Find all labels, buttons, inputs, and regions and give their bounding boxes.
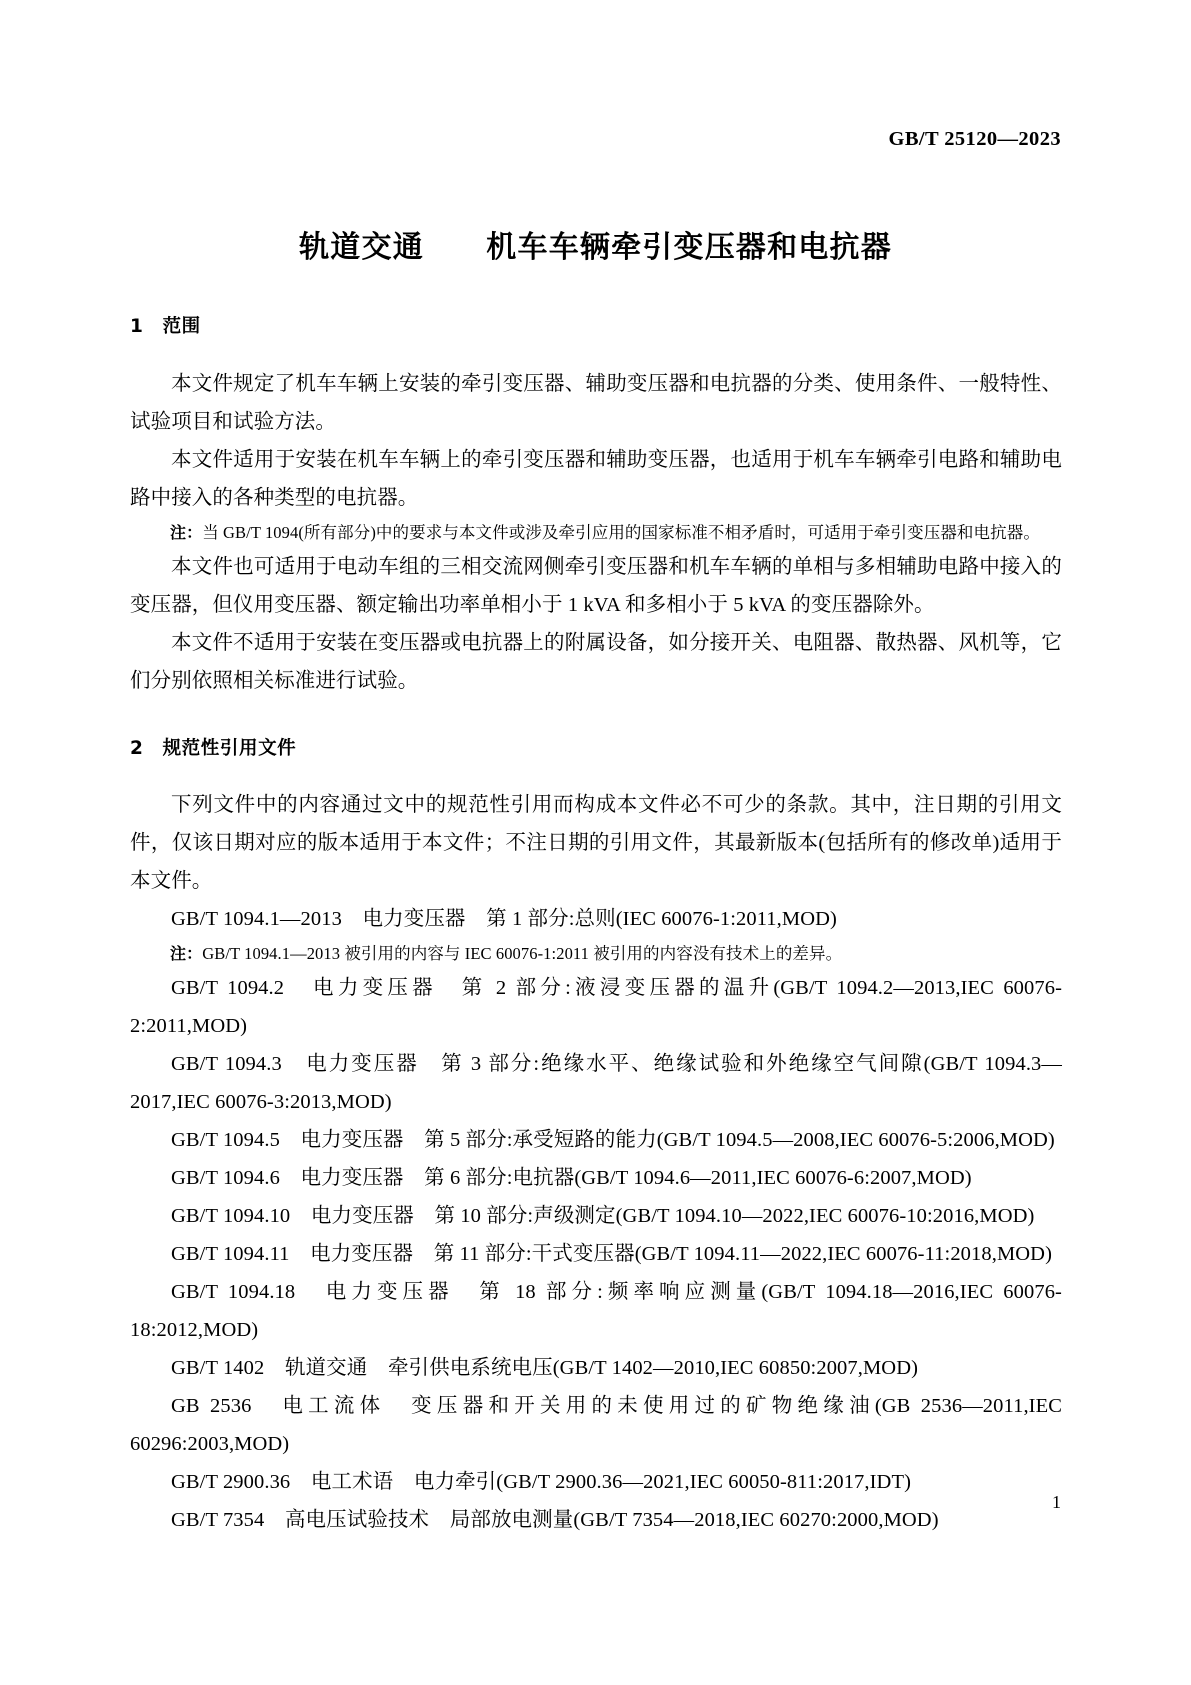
section-heading-normative-references: 2 规范性引用文件: [130, 737, 297, 759]
note-text: 当 GB/T 1094(所有部分)中的要求与本文件或涉及牵引应用的国家标准不相矛盾时，可适用于牵引变压器和电抗器。: [202, 522, 1040, 542]
reference-note: [130, 938, 1062, 969]
reference-item: GB 2536 电工流体 变压器和开关用的未使用过的矿物绝缘油(GB 2536—2011,IEC 60296:2003,MOD): [130, 1395, 1062, 1455]
section-heading-scope: 1 范围: [130, 316, 201, 337]
scope-paragraph-2: 本文件适用于安装在机车车辆上的牵引变压器和辅助变压器，也适用于机车车辆牵引电路和辅助电路中接入的各种类型的电抗器。: [130, 448, 1062, 509]
reference-item: GB/T 1094.10 电力变压器 第 10 部分:声级测定(GB/T 1094.10—2022,IEC 60076-10:2016,MOD): [171, 1205, 1035, 1227]
scope-note: [130, 517, 1062, 548]
spacer: [130, 758, 1062, 786]
reference-item: GB/T 1094.6 电力变压器 第 6 部分:电抗器(GB/T 1094.6—2011,IEC 60076-6:2007,MOD): [171, 1167, 972, 1189]
normative-references-intro: 下列文件中的内容通过文中的规范性引用而构成本文件必不可少的条款。其中，注日期的引用文件，仅该日期对应的版本适用于本文件；不注日期的引用文件，其最新版本(包括所有的修改单)适用于本文件。: [130, 794, 1062, 892]
reference-item: GB/T 2900.36 电工术语 电力牵引(GB/T 2900.36—2021,IEC 60050-811:2017,IDT): [171, 1471, 912, 1493]
note-label: 注：: [170, 944, 203, 963]
running-header: [130, 128, 1061, 158]
scope-paragraph-4: 本文件不适用于安装在变压器或电抗器上的附属设备，如分接开关、电阻器、散热器、风机等，它们分别依照相关标准进行试验。: [130, 631, 1062, 692]
scope-paragraph-3: 本文件也可适用于电动车组的三相交流网侧牵引变压器和机车车辆的单相与多相辅助电路中接入的变压器，但仪用变压器、额定输出功率单相小于 1 kVA 和多相小于 5 kVA 的变压器除外。: [130, 555, 1062, 616]
reference-item: GB/T 1094.1—2013 电力变压器 第 1 部分:总则(IEC 60076-1:2011,MOD): [171, 908, 837, 930]
note-text: GB/T 1094.1—2013 被引用的内容与 IEC 60076-1:2011 被引用的内容没有技术上的差异。: [202, 944, 843, 963]
page-title: 轨道交通 机车车辆牵引变压器和电抗器: [299, 230, 892, 265]
spacer: [130, 700, 1062, 740]
page-number: 1: [1052, 1492, 1061, 1512]
scope-paragraph-1: 本文件规定了机车车辆上安装的牵引变压器、辅助变压器和电抗器的分类、使用条件、一般特性、试验项目和试验方法。: [130, 372, 1062, 433]
standard-number: GB/T 25120—2023: [888, 128, 1061, 150]
spacer: [130, 337, 1062, 365]
reference-item: GB/T 1094.2 电力变压器 第 2 部分:液浸变压器的温升(GB/T 1094.2—2013,IEC 60076-2:2011,MOD): [130, 977, 1062, 1037]
reference-item: GB/T 1094.11 电力变压器 第 11 部分:干式变压器(GB/T 1094.11—2022,IEC 60076-11:2018,MOD): [171, 1243, 1053, 1265]
reference-item: GB/T 1402 轨道交通 牵引供电系统电压(GB/T 1402—2010,IEC 60850:2007,MOD): [171, 1357, 919, 1379]
reference-item: GB/T 7354 高电压试验技术 局部放电测量(GB/T 7354—2018,IEC 60270:2000,MOD): [171, 1509, 939, 1531]
document-body: [130, 318, 1062, 1539]
note-label: 注：: [170, 522, 203, 542]
reference-item: GB/T 1094.5 电力变压器 第 5 部分:承受短路的能力(GB/T 1094.5—2008,IEC 60076-5:2006,MOD): [171, 1129, 1055, 1151]
reference-item: GB/T 1094.3 电力变压器 第 3 部分:绝缘水平、绝缘试验和外绝缘空气间隙(GB/T 1094.3—2017,IEC 60076-3:2013,MOD): [130, 1053, 1062, 1113]
reference-item: GB/T 1094.18 电力变压器 第 18 部分:频率响应测量(GB/T 1094.18—2016,IEC 60076-18:2012,MOD): [130, 1281, 1062, 1341]
